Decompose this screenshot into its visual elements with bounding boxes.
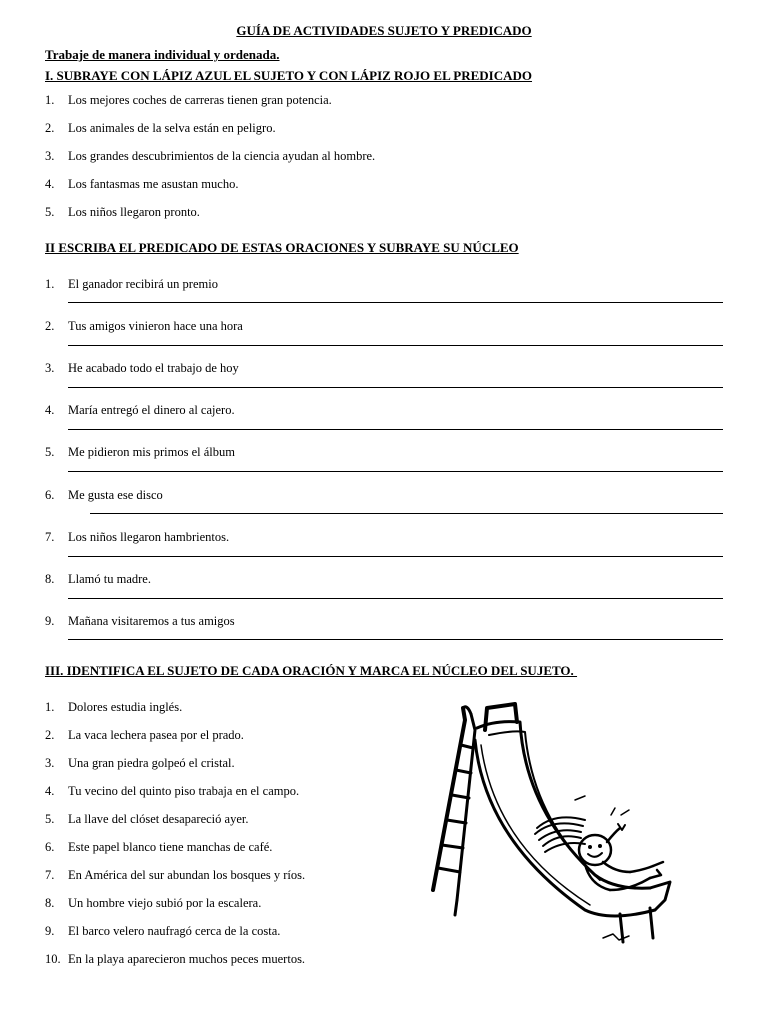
answer-line[interactable] xyxy=(68,639,723,640)
item-number: 3. xyxy=(45,361,55,375)
item-text: En América del sur abundan los bosques y ríos. xyxy=(68,868,306,882)
item-text: María entregó el dinero al cajero. xyxy=(68,403,235,417)
list-item xyxy=(45,924,280,939)
list-item xyxy=(45,205,200,220)
item-text: Los niños llegaron pronto. xyxy=(68,205,200,219)
section3-heading: III. IDENTIFICA EL SUJETO DE CADA ORACIÓN Y MARCA EL NÚCLEO DEL SUJETO. xyxy=(45,663,578,678)
item-number: 8. xyxy=(45,572,55,586)
section1-heading: I. SUBRAYE CON LÁPIZ AZUL EL SUJETO Y CON LÁPIZ ROJO EL PREDICADO xyxy=(45,68,533,83)
list-item xyxy=(45,361,239,376)
item-text: He acabado todo el trabajo de hoy xyxy=(68,361,239,375)
item-number: 1. xyxy=(45,700,55,714)
item-number: 6. xyxy=(45,488,55,502)
item-text: Una gran piedra golpeó el cristal. xyxy=(68,756,235,770)
list-item xyxy=(45,530,229,545)
list-item xyxy=(45,149,375,164)
list-item xyxy=(45,896,261,911)
item-text: Los mejores coches de carreras tienen gran potencia. xyxy=(68,93,332,107)
item-text: El barco velero naufragó cerca de la costa. xyxy=(68,924,281,938)
list-item xyxy=(45,728,244,743)
item-number: 3. xyxy=(45,149,55,163)
list-item xyxy=(45,952,305,967)
answer-line[interactable] xyxy=(68,598,723,599)
item-number: 7. xyxy=(45,868,55,882)
item-number: 6. xyxy=(45,840,55,854)
answer-line[interactable] xyxy=(68,471,723,472)
list-item xyxy=(45,812,248,827)
answer-line[interactable] xyxy=(68,345,723,346)
item-number: 4. xyxy=(45,177,55,191)
answer-line[interactable] xyxy=(68,429,723,430)
list-item xyxy=(45,784,299,799)
item-text: La vaca lechera pasea por el prado. xyxy=(68,728,244,742)
item-text: Un hombre viejo subió por la escalera. xyxy=(68,896,262,910)
item-number: 2. xyxy=(45,319,55,333)
item-number: 1. xyxy=(45,93,55,107)
item-number: 5. xyxy=(45,812,55,826)
item-text: Me gusta ese disco xyxy=(68,488,163,502)
item-number: 9. xyxy=(45,924,55,938)
answer-line[interactable] xyxy=(90,513,723,514)
list-item xyxy=(45,840,272,855)
item-number: 9. xyxy=(45,614,55,628)
instructions: Trabaje de manera individual y ordenada. xyxy=(45,47,280,62)
item-text: Los fantasmas me asustan mucho. xyxy=(68,177,239,191)
item-text: Tus amigos vinieron hace una hora xyxy=(68,319,243,333)
item-text: Me pidieron mis primos el álbum xyxy=(68,445,235,459)
answer-line[interactable] xyxy=(68,556,723,557)
item-number: 3. xyxy=(45,756,55,770)
list-item xyxy=(45,319,243,334)
item-text: El ganador recibirá un premio xyxy=(68,277,218,291)
list-item xyxy=(45,277,218,292)
list-item xyxy=(45,868,305,883)
item-number: 4. xyxy=(45,784,55,798)
item-text: En la playa aparecieron muchos peces muertos. xyxy=(68,952,306,966)
list-item xyxy=(45,488,163,503)
item-text: Tu vecino del quinto piso trabaja en el campo. xyxy=(68,784,300,798)
child-on-slide-drawing xyxy=(425,700,675,950)
answer-line[interactable] xyxy=(68,302,723,303)
item-number: 5. xyxy=(45,445,55,459)
item-number: 8. xyxy=(45,896,55,910)
list-item xyxy=(45,756,235,771)
item-number: 4. xyxy=(45,403,55,417)
item-text: Los animales de la selva están en peligro. xyxy=(68,121,276,135)
item-number: 1. xyxy=(45,277,55,291)
list-item xyxy=(45,403,235,418)
item-number: 7. xyxy=(45,530,55,544)
item-number: 5. xyxy=(45,205,55,219)
page-title: GUÍA DE ACTIVIDADES SUJETO Y PREDICADO xyxy=(236,23,532,38)
list-item xyxy=(45,572,151,587)
list-item xyxy=(45,177,238,192)
list-item xyxy=(45,121,276,136)
item-text: Los grandes descubrimientos de la ciencia ayudan al hombre. xyxy=(68,149,376,163)
list-item xyxy=(45,93,332,108)
item-text: Llamó tu madre. xyxy=(68,572,151,586)
item-text: La llave del clóset desapareció ayer. xyxy=(68,812,249,826)
item-number: 2. xyxy=(45,121,55,135)
item-number: 10. xyxy=(45,952,61,966)
answer-line[interactable] xyxy=(68,387,723,388)
list-item xyxy=(45,700,182,715)
list-item xyxy=(45,614,235,629)
item-number: 2. xyxy=(45,728,55,742)
list-item xyxy=(45,445,235,460)
item-text: Este papel blanco tiene manchas de café. xyxy=(68,840,273,854)
item-text: Dolores estudia inglés. xyxy=(68,700,183,714)
item-text: Los niños llegaron hambrientos. xyxy=(68,530,230,544)
section2-heading: II ESCRIBA EL PREDICADO DE ESTAS ORACIONES Y SUBRAYE SU NÚCLEO xyxy=(45,240,519,255)
item-text: Mañana visitaremos a tus amigos xyxy=(68,614,235,628)
